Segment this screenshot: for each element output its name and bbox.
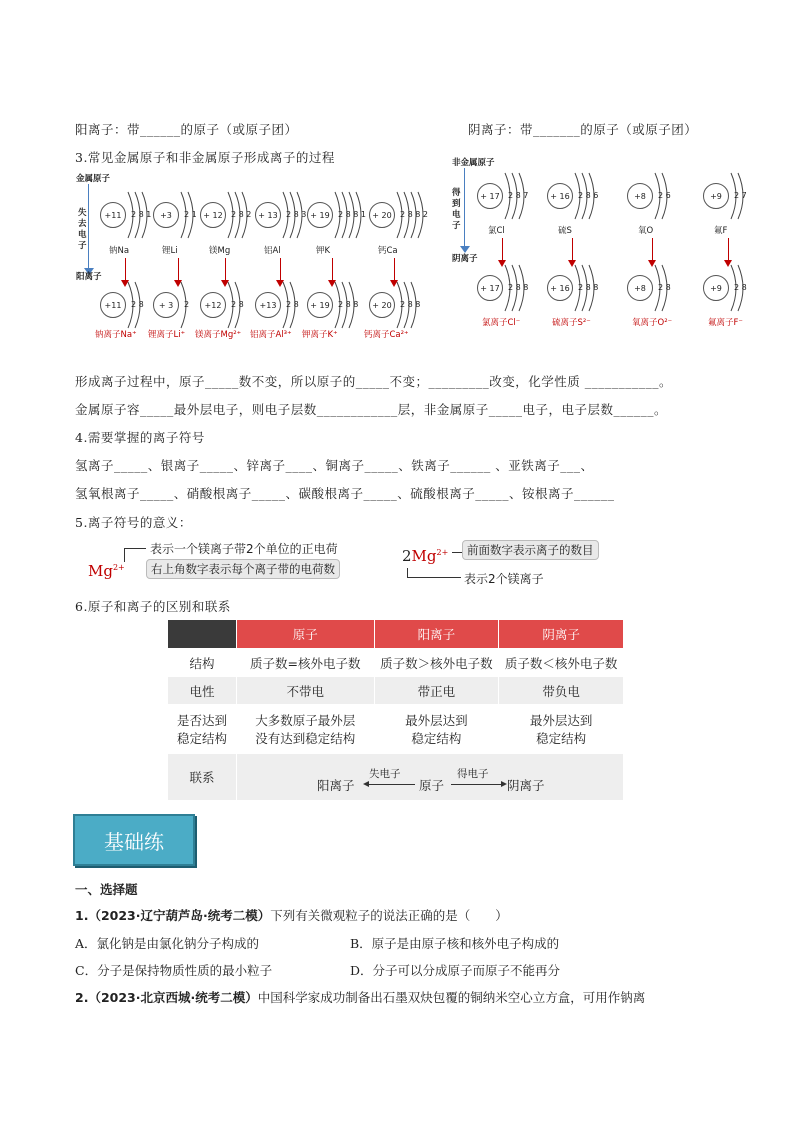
electron-shell-counts: 2 8	[131, 300, 144, 309]
nonmetal-ion-name: 氧离子O²⁻	[632, 318, 673, 328]
lose-electrons-label: 失去电子	[78, 208, 87, 251]
atom-nucleus: + 19	[307, 202, 333, 228]
gain-arrow-line	[451, 784, 503, 785]
transform-arrow-line	[178, 258, 179, 282]
table-cell: 带正电	[374, 677, 499, 704]
metal-ion-name: 铝离子Al³⁺	[250, 330, 292, 340]
section4-title: 4.需要掌握的离子符号	[75, 430, 205, 445]
q2-stem: 中国科学家成功制备出石墨双炔包覆的铜纳米空心立方盒，可用作钠离	[257, 990, 646, 1005]
practice-banner: 基础练	[73, 814, 195, 866]
link-lose-label: 失电子	[369, 768, 401, 780]
section5-title: 5.离子符号的意义：	[75, 515, 192, 530]
atom-nucleus: + 20	[369, 292, 395, 318]
transform-arrow-line	[125, 258, 126, 282]
electron-shell-arcs	[643, 263, 703, 313]
q1-option-b[interactable]: B．原子是由原子核和核外电子构成的	[350, 936, 560, 951]
electron-shell-counts: 2 8 8	[508, 283, 529, 292]
metal-atom-name: 锂Li	[162, 246, 178, 256]
nonmetal-atom-label: 非金属原子	[452, 158, 495, 168]
cation-definition: 阳离子：带______的原子（或原子团）	[75, 122, 298, 137]
superscript-meaning-box: 右上角数字表示每个离子带的电荷数	[146, 559, 340, 579]
two-mg-symbol-text: Mg	[411, 547, 437, 565]
anion-definition: 阴离子：带_______的原子（或原子团）	[468, 122, 698, 137]
fill-line-2: 金属原子容_____最外层电子，则电子层数____________层，非金属原子_____电子，电子层数______。	[75, 402, 668, 417]
transform-arrow-line	[394, 258, 395, 282]
electron-shell-counts: 2 8	[658, 283, 671, 292]
q1-option-c[interactable]: C．分子是保持物质性质的最小粒子	[75, 963, 273, 978]
table-cell: 最外层达到稳定结构	[374, 704, 499, 754]
q1-number: 1.	[75, 908, 89, 923]
anion-label: 阴离子	[452, 254, 478, 264]
ion-symbols-line-1: 氢离子_____、银离子_____、锌离子____、铜离子_____、铁离子______ 、亚铁离子___、	[75, 458, 594, 473]
electron-shell-counts: 2 8 8 1	[338, 210, 366, 219]
link-atom: 原子	[419, 778, 445, 793]
transform-arrow-line	[728, 238, 729, 262]
transform-arrow-line	[280, 258, 281, 282]
electron-shell-counts: 2 8 8	[400, 300, 421, 309]
table-cell: 大多数原子最外层没有达到稳定结构	[237, 704, 375, 754]
electron-shell-counts: 2 8 8	[578, 283, 599, 292]
atom-nucleus: + 17	[477, 275, 503, 301]
atom-nucleus: +11	[100, 292, 126, 318]
section6-title: 6.原子和离子的区别和联系	[75, 599, 231, 614]
atom-nucleus: +8	[627, 183, 653, 209]
metal-ion-name: 镁离子Mg²⁺	[195, 330, 242, 340]
link-cell	[237, 754, 624, 800]
metal-atom-name: 镁Mg	[209, 246, 231, 256]
atom-nucleus: +9	[703, 183, 729, 209]
section3-title: 3.常见金属原子和非金属原子形成离子的过程	[75, 150, 335, 165]
table-cell: 质子数=核外电子数	[237, 648, 375, 677]
mg-symbol-text: Mg	[88, 562, 113, 580]
electron-shell-counts: 2 8 7	[508, 191, 529, 200]
metal-ion-name: 钠离子Na⁺	[95, 330, 137, 340]
table-row	[168, 648, 624, 677]
table-cell: 质子数＞核外电子数	[374, 648, 499, 677]
gain-electrons-label: 得到电子	[452, 188, 461, 231]
atom-nucleus: + 13	[255, 202, 281, 228]
metal-atom-name: 钾K	[316, 246, 331, 256]
nonmetal-ion-name: 硫离子S²⁻	[552, 318, 591, 328]
electron-shell-counts: 2 6	[658, 191, 671, 200]
q1-source: （2023·辽宁葫芦岛·统考二模）	[88, 908, 271, 923]
table-row	[168, 754, 624, 800]
transform-arrow-line	[652, 238, 653, 262]
atom-nucleus: + 19	[307, 292, 333, 318]
mg-charge: 2+	[112, 563, 125, 572]
atom-nucleus: +12	[200, 292, 226, 318]
link-cation: 阳离子	[317, 778, 355, 793]
nonmetal-atom-name: 硫S	[558, 226, 572, 236]
coefficient-meaning-box: 前面数字表示离子的数目	[462, 540, 599, 560]
atom-nucleus: +11	[100, 202, 126, 228]
atom-nucleus: +8	[627, 275, 653, 301]
electron-shell-counts: 2 8	[734, 283, 747, 292]
electron-shell-counts: 2 8 2	[231, 210, 252, 219]
link-anion: 阴离子	[507, 778, 545, 793]
row-header-structure: 结构	[168, 648, 237, 677]
question-2	[75, 988, 645, 1006]
electron-shell-counts: 2 7	[734, 191, 747, 200]
electron-shell-counts: 2 8	[286, 300, 299, 309]
table-row	[168, 677, 624, 704]
header-atom: 原子	[237, 620, 375, 648]
electron-shell-counts: 2 8 1	[131, 210, 152, 219]
electron-shell-counts: 2 1	[184, 210, 197, 219]
atom-nucleus: +13	[255, 292, 281, 318]
table-cell: 最外层达到稳定结构	[499, 704, 624, 754]
question-section-title: 一、选择题	[75, 882, 138, 897]
nonmetal-atom-name: 氯Cl	[488, 226, 505, 236]
atom-nucleus: + 3	[153, 292, 179, 318]
metal-arrow-line	[88, 184, 89, 272]
cation-label: 阳离子	[76, 272, 102, 282]
table-corner-cell	[168, 620, 237, 648]
nonmetal-ion-name: 氟离子F⁻	[708, 318, 743, 328]
electron-shell-counts: 2 8 8 2	[400, 210, 428, 219]
electron-shell-arcs	[719, 263, 779, 313]
ion-symbols-line-2: 氢氧根离子_____、硝酸根离子_____、碳酸根离子_____、硫酸根离子_____、铵根离子______	[75, 486, 615, 501]
q1-stem: 下列有关微观粒子的说法正确的是（ ）	[270, 908, 508, 923]
lose-arrow-line	[365, 784, 415, 785]
transform-arrow-line	[502, 238, 503, 262]
electron-shell-counts: 2	[184, 300, 190, 309]
nonmetal-arrow-line	[464, 168, 465, 250]
transform-arrow-line	[572, 238, 573, 262]
atom-nucleus: + 16	[547, 275, 573, 301]
metal-atom-name: 铝Al	[264, 246, 281, 256]
metal-atom-name: 钠Na	[109, 246, 130, 256]
mg-connector-line	[124, 548, 125, 562]
metal-atom-label: 金属原子	[76, 174, 111, 184]
row-header-charge: 电性	[168, 677, 237, 704]
q1-option-d[interactable]: D．分子可以分成原子而原子不能再分	[350, 963, 561, 978]
metal-ion-name: 锂离子Li⁺	[148, 330, 186, 340]
lose-arrow-head-icon	[363, 781, 369, 787]
two-mg-ion-symbol	[402, 547, 448, 565]
atom-ion-comparison-table	[168, 620, 624, 800]
transform-arrow-line	[332, 258, 333, 282]
two-mg-description: 表示2个镁离子	[464, 572, 544, 586]
q2-source: （2023·北京西城·统考二模）	[88, 990, 258, 1005]
electron-shell-counts: 2 8 3	[286, 210, 307, 219]
mg-charge-description: 表示一个镁离子带2个单位的正电荷	[150, 542, 338, 556]
link-gain-label: 得电子	[457, 768, 489, 780]
nonmetal-atom-name: 氧O	[638, 226, 654, 236]
electron-shell-arcs	[719, 171, 779, 221]
metal-ion-name: 钙离子Ca²⁺	[364, 330, 409, 340]
question-1	[75, 906, 508, 924]
atom-nucleus: + 17	[477, 183, 503, 209]
two-mg-charge: 2+	[436, 548, 449, 557]
mg-connector-top	[124, 548, 146, 549]
two-mg-connector-h	[407, 577, 461, 578]
table-cell: 质子数＜核外电子数	[499, 648, 624, 677]
row-header-link: 联系	[168, 754, 237, 800]
q1-option-a[interactable]: A．氯化钠是由氯化钠分子构成的	[75, 936, 260, 951]
nonmetal-atom-name: 氟F	[714, 226, 728, 236]
mg-ion-symbol	[88, 562, 125, 580]
table-header-row	[168, 620, 624, 648]
atom-nucleus: +9	[703, 275, 729, 301]
table-cell: 带负电	[499, 677, 624, 704]
atom-nucleus: +3	[153, 202, 179, 228]
electron-shell-counts: 2 8 8	[338, 300, 359, 309]
header-cation: 阳离子	[374, 620, 499, 648]
header-anion: 阴离子	[499, 620, 624, 648]
atom-nucleus: + 16	[547, 183, 573, 209]
metal-atom-name: 钙Ca	[378, 246, 398, 256]
table-cell: 不带电	[237, 677, 375, 704]
transform-arrow-line	[225, 258, 226, 282]
row-header-stability: 是否达到稳定结构	[168, 704, 237, 754]
electron-shell-counts: 2 8	[231, 300, 244, 309]
atom-nucleus: + 12	[200, 202, 226, 228]
fill-line-1: 形成离子过程中，原子_____数不变，所以原子的_____不变；_________改变，化学性质 ___________。	[75, 374, 672, 389]
coef-connector	[452, 552, 462, 553]
nonmetal-ion-name: 氯离子Cl⁻	[482, 318, 521, 328]
electron-shell-arcs	[643, 171, 703, 221]
metal-ion-name: 钾离子K⁺	[302, 330, 338, 340]
table-row	[168, 704, 624, 754]
atom-nucleus: + 20	[369, 202, 395, 228]
electron-shell-counts: 2 8 6	[578, 191, 599, 200]
mg-coefficient: 2	[402, 547, 412, 565]
q2-number: 2.	[75, 990, 89, 1005]
